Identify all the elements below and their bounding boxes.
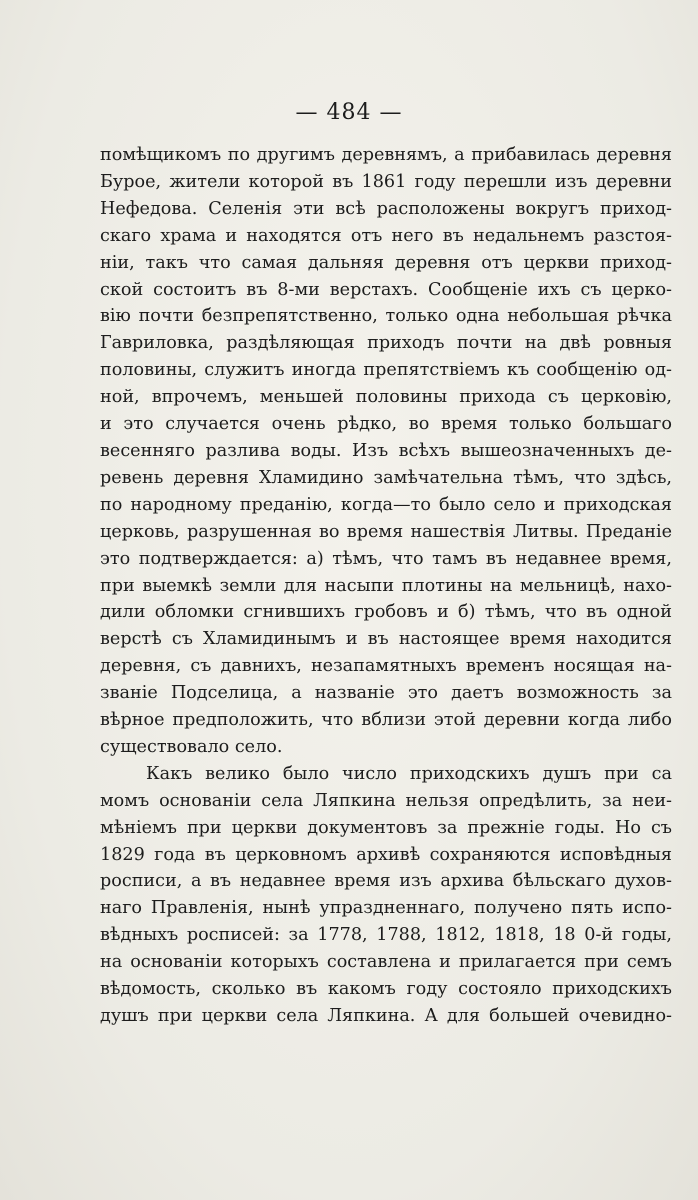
text-line: церковь, разрушенная во время нашествія Литвы. Преданіе bbox=[100, 521, 672, 542]
text-line: деревня, съ давнихъ, незапамятныхъ временъ носящая на- bbox=[100, 656, 672, 677]
text-line: Нефедова. Селенія эти всѣ расположены вокругъ приход- bbox=[100, 198, 672, 219]
text-line: и это случается очень рѣдко, во время только большаго bbox=[100, 414, 672, 435]
text-line: весенняго разлива воды. Изъ всѣхъ вышеозначенныхъ де- bbox=[100, 440, 672, 461]
body-text bbox=[100, 142, 672, 1030]
text-line: ской состоитъ въ 8-ми верстахъ. Сообщеніе ихъ съ церко- bbox=[100, 279, 672, 300]
text-line: вѣдныхъ росписей: за 1778, 1788, 1812, 1818, 18 0-й годы, bbox=[100, 925, 672, 946]
text-line: нiи, такъ что самая дальняя деревня отъ церкви приход- bbox=[100, 252, 672, 273]
text-line: вію почти безпрепятственно, только одна небольшая рѣчка bbox=[100, 306, 672, 327]
text-line: Гавриловка, раздѣляющая приходъ почти на двѣ ровныя bbox=[100, 333, 672, 354]
text-line: существовало село. bbox=[100, 736, 283, 757]
text-line: на основаніи которыхъ составлена и прилагается при семъ bbox=[100, 952, 672, 973]
text-line: это подтверждается: а) тѣмъ, что тамъ въ недавнее время, bbox=[100, 548, 672, 569]
text-line: ной, впрочемъ, меньшей половины прихода съ церковію, bbox=[100, 387, 672, 408]
text-line: половины, служитъ иногда препятствіемъ къ сообщенію од- bbox=[100, 360, 672, 381]
text-line: душъ при церкви села Ляпкина. А для большей очевидно- bbox=[100, 1006, 672, 1026]
text-line: росписи, а въ недавнее время изъ архива бѣльскаго духов- bbox=[100, 871, 672, 892]
text-line: ревень деревня Хламидино замѣчательна тѣмъ, что здѣсь, bbox=[100, 467, 672, 488]
text-line: по народному преданію, когда—то было село и приходская bbox=[100, 494, 672, 515]
page-number: — 484 — bbox=[295, 100, 403, 125]
text-line: при выемкѣ земли для насыпи плотины на мельницѣ, нахо- bbox=[100, 575, 672, 596]
paragraph-1 bbox=[100, 142, 672, 761]
text-line: 1829 года въ церковномъ архивѣ сохраняются исповѣдныя bbox=[100, 844, 672, 865]
text-line: вѣдомость, сколько въ какомъ году состояло приходскихъ bbox=[100, 979, 672, 1000]
text-line: наго Правленія, нынѣ упраздненнаго, получено пять испо- bbox=[100, 898, 672, 919]
text-line: верстѣ съ Хламидинымъ и въ настоящее время находится bbox=[100, 629, 672, 650]
text-line: вѣрное предположить, что вблизи этой деревни когда либо bbox=[100, 710, 672, 731]
text-line: званіе Подселица, а названіе это даетъ возможность за bbox=[100, 683, 672, 704]
text-line: Бурое, жители которой въ 1861 году перешли изъ деревни bbox=[100, 171, 672, 192]
text-line: Какъ велико было число приходскихъ душъ при са bbox=[146, 763, 672, 784]
text-line: помѣщикомъ по другимъ деревнямъ, а прибавилась деревня bbox=[100, 145, 672, 165]
paragraph-2 bbox=[100, 761, 672, 1030]
text-line: дили обломки сгнившихъ гробовъ и б) тѣмъ, что въ одной bbox=[100, 602, 672, 623]
text-line: момъ основаніи села Ляпкина нельзя опредѣлить, за неи- bbox=[100, 790, 672, 811]
text-line: мѣніемъ при церкви документовъ за прежніе годы. Но съ bbox=[100, 817, 672, 838]
text-line: скаго храма и находятся отъ него въ недальнемъ разстоя- bbox=[100, 225, 672, 246]
